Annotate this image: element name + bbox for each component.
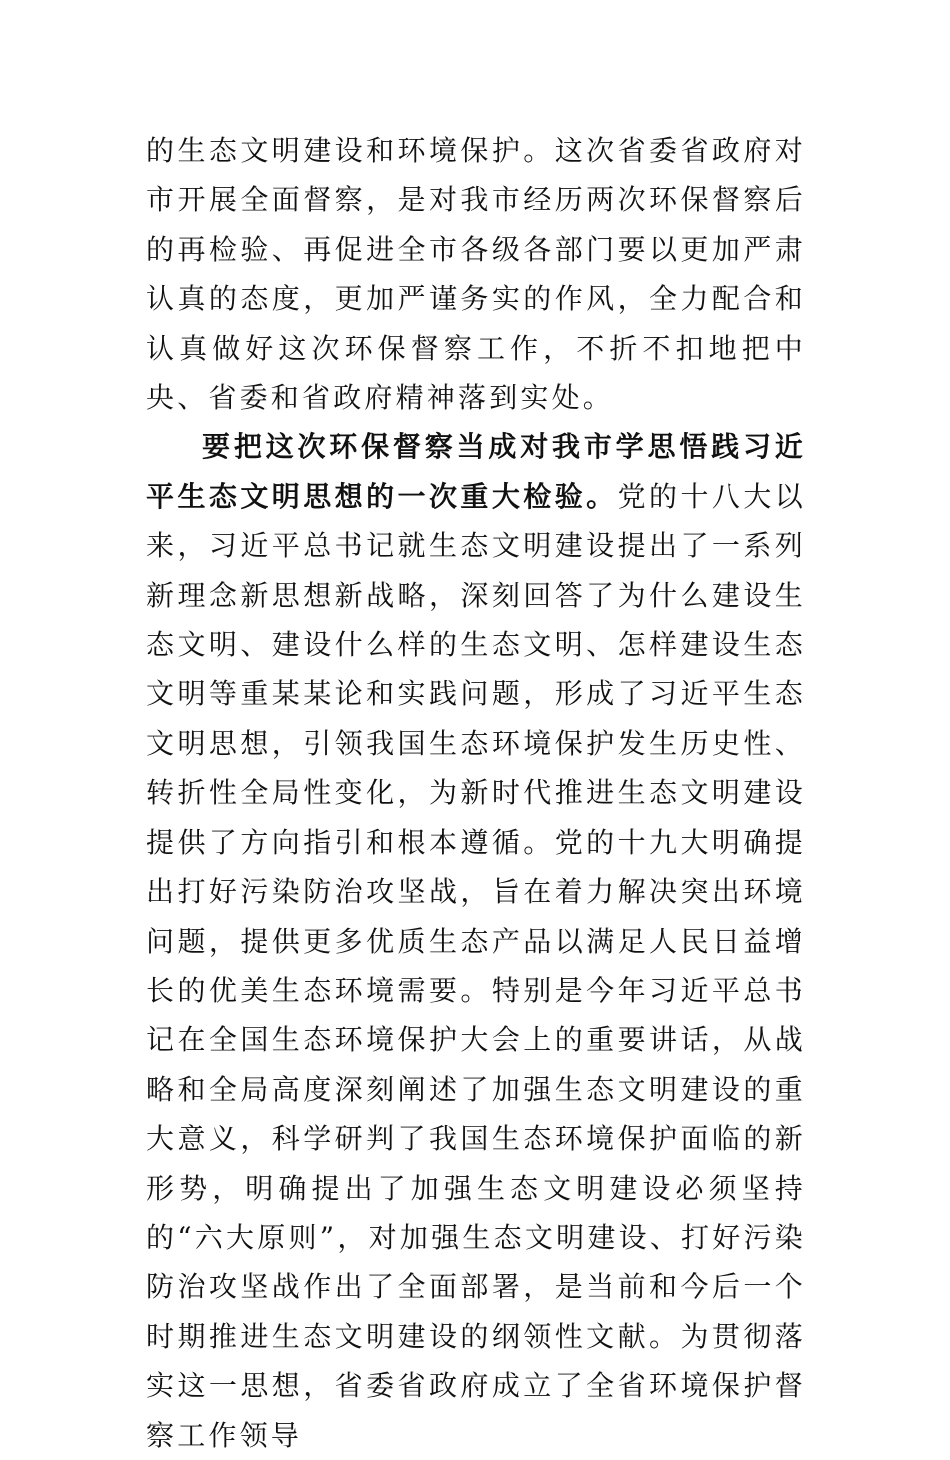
paragraph-1-text: 的生态文明建设和环境保护。这次省委省政府对市开展全面督察，是对我市经历两次环保督察后的再检验、再促进全市各级各部门要以更加严肃认真的态度，更加严谨务实的作风，全力配合和认真做好这次环保督察工作，不折不扣地把中央、省委和省政府精神落到实处。	[146, 134, 806, 415]
paragraph-2	[146, 422, 806, 1460]
paragraph-2-text: 党的十八大以来，习近平总书记就生态文明建设提出了一系列新理念新思想新战略，深刻回答了为什么建设生态文明、建设什么样的生态文明、怎样建设生态文明等重某某论和实践问题，形成了习近平生态文明思想，引领我国生态环境保护发生历史性、转折性全局性变化，为新时代推进生态文明建设提供了方向指引和根本遵循。党的十九大明确提出打好污染防治攻坚战，旨在着力解决突出环境问题，提供更多优质生态产品以满足人民日益增长的优美生态环境需要。特别是今年习近平总书记在全国生态环境保护大会上的重要讲话，从战略和全局高度深刻阐述了加强生态文明建设的重大意义，科学研判了我国生态环境保护面临的新形势，明确提出了加强生态文明建设必须坚持的“六大原则”，对加强生态文明建设、打好污染防治攻坚战作出了全面部署，是当前和今后一个时期推进生态文明建设的纲领性文献。为贯彻落实这一思想，省委省政府成立了全省环境保护督察工作领导	[146, 479, 807, 1452]
paragraph-2-lead: 要把这次环保督察当成对我市学思悟践习近平生态文明思想的一次重大检验。	[146, 430, 806, 513]
paragraph-1	[146, 126, 806, 422]
document-page	[146, 126, 806, 1460]
